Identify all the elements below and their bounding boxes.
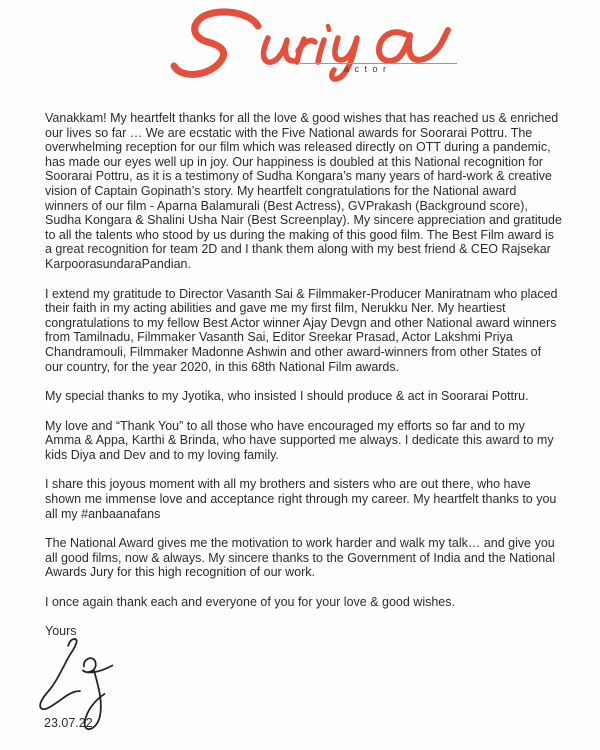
closing-salutation: Yours xyxy=(45,624,77,638)
letter-paragraph: My special thanks to my Jyotika, who insisted I should produce & act in Soorarai Pottru. xyxy=(45,389,529,404)
letter-paragraph: I share this joyous moment with all my brothers and sisters who are out there, who have shown me immense love and acceptance right through my career. My heartfelt thanks to you all my #anbaanafans xyxy=(45,477,557,521)
letterhead-subtitle: actor xyxy=(344,64,392,74)
suriya-script-logo xyxy=(158,2,458,94)
letterhead xyxy=(0,0,600,100)
letter-paragraph: My love and “Thank You” to all those who have encouraged my efforts so far and to my Amma & Appa, Karthi & Brinda, who have supported me always. I dedicate this award to my kids Diya and Dev and to my loving family. xyxy=(45,418,554,462)
letter-paragraph: I extend my gratitude to Director Vasanth Sai & Filmmaker-Producer Maniratnam who placed their faith in my acting abilities and gave me my first film, Nerukku Ner. My heartiest congratulations to my fellow Best Actor winner Ajay Devgn and other National award winners from Tamilnadu, Filmmaker Vasanth Sai, Editor Sreekar Prasad, Actor Lakshmi Priya Chandramouli, Filmmaker Madonne Ashwin and other award-winners from other States of our country, for the year 2020, in this 68th National Film awards. xyxy=(45,286,558,374)
letter-paragraph: I once again thank each and everyone of you for your love & good wishes. xyxy=(45,595,455,610)
letter-body xyxy=(45,111,562,625)
letter-date: 23.07.22 xyxy=(44,716,93,730)
letter-paragraph: Vanakkam! My heartfelt thanks for all the love & good wishes that has reached us & enriched our lives so far … We are ecstatic with the Five National awards for Soorarai Pottru. The overwhelming reception for our film which was released directly on OTT during a pandemic, has made our eyes well up in joy. Our happiness is doubled at this National recognition for Soorarai Pottru, as it is a testimony of Sudha Kongara’s many years of hard-work & creative vision of Captain Gopinath’s story. My heartfelt congratulations for the National award winners of our film - Aparna Balamurali (Best Actress), GVPrakash (Background score), Sudha Kongara & Shalini Usha Nair (Best Screenplay). My sincere appreciation and gratitude to all the talents who stood by us during the making of this good film. The Best Film award is a great recognition for team 2D and I thank them along with my best friend & CEO Rajsekar KarpoorasundaraPandian. xyxy=(45,111,562,271)
letter-paragraph: The National Award gives me the motivation to work harder and walk my talk… and give you all good films, now & always. My sincere thanks to the Government of India and the National Awards Jury for this high recognition of our work. xyxy=(45,536,555,580)
